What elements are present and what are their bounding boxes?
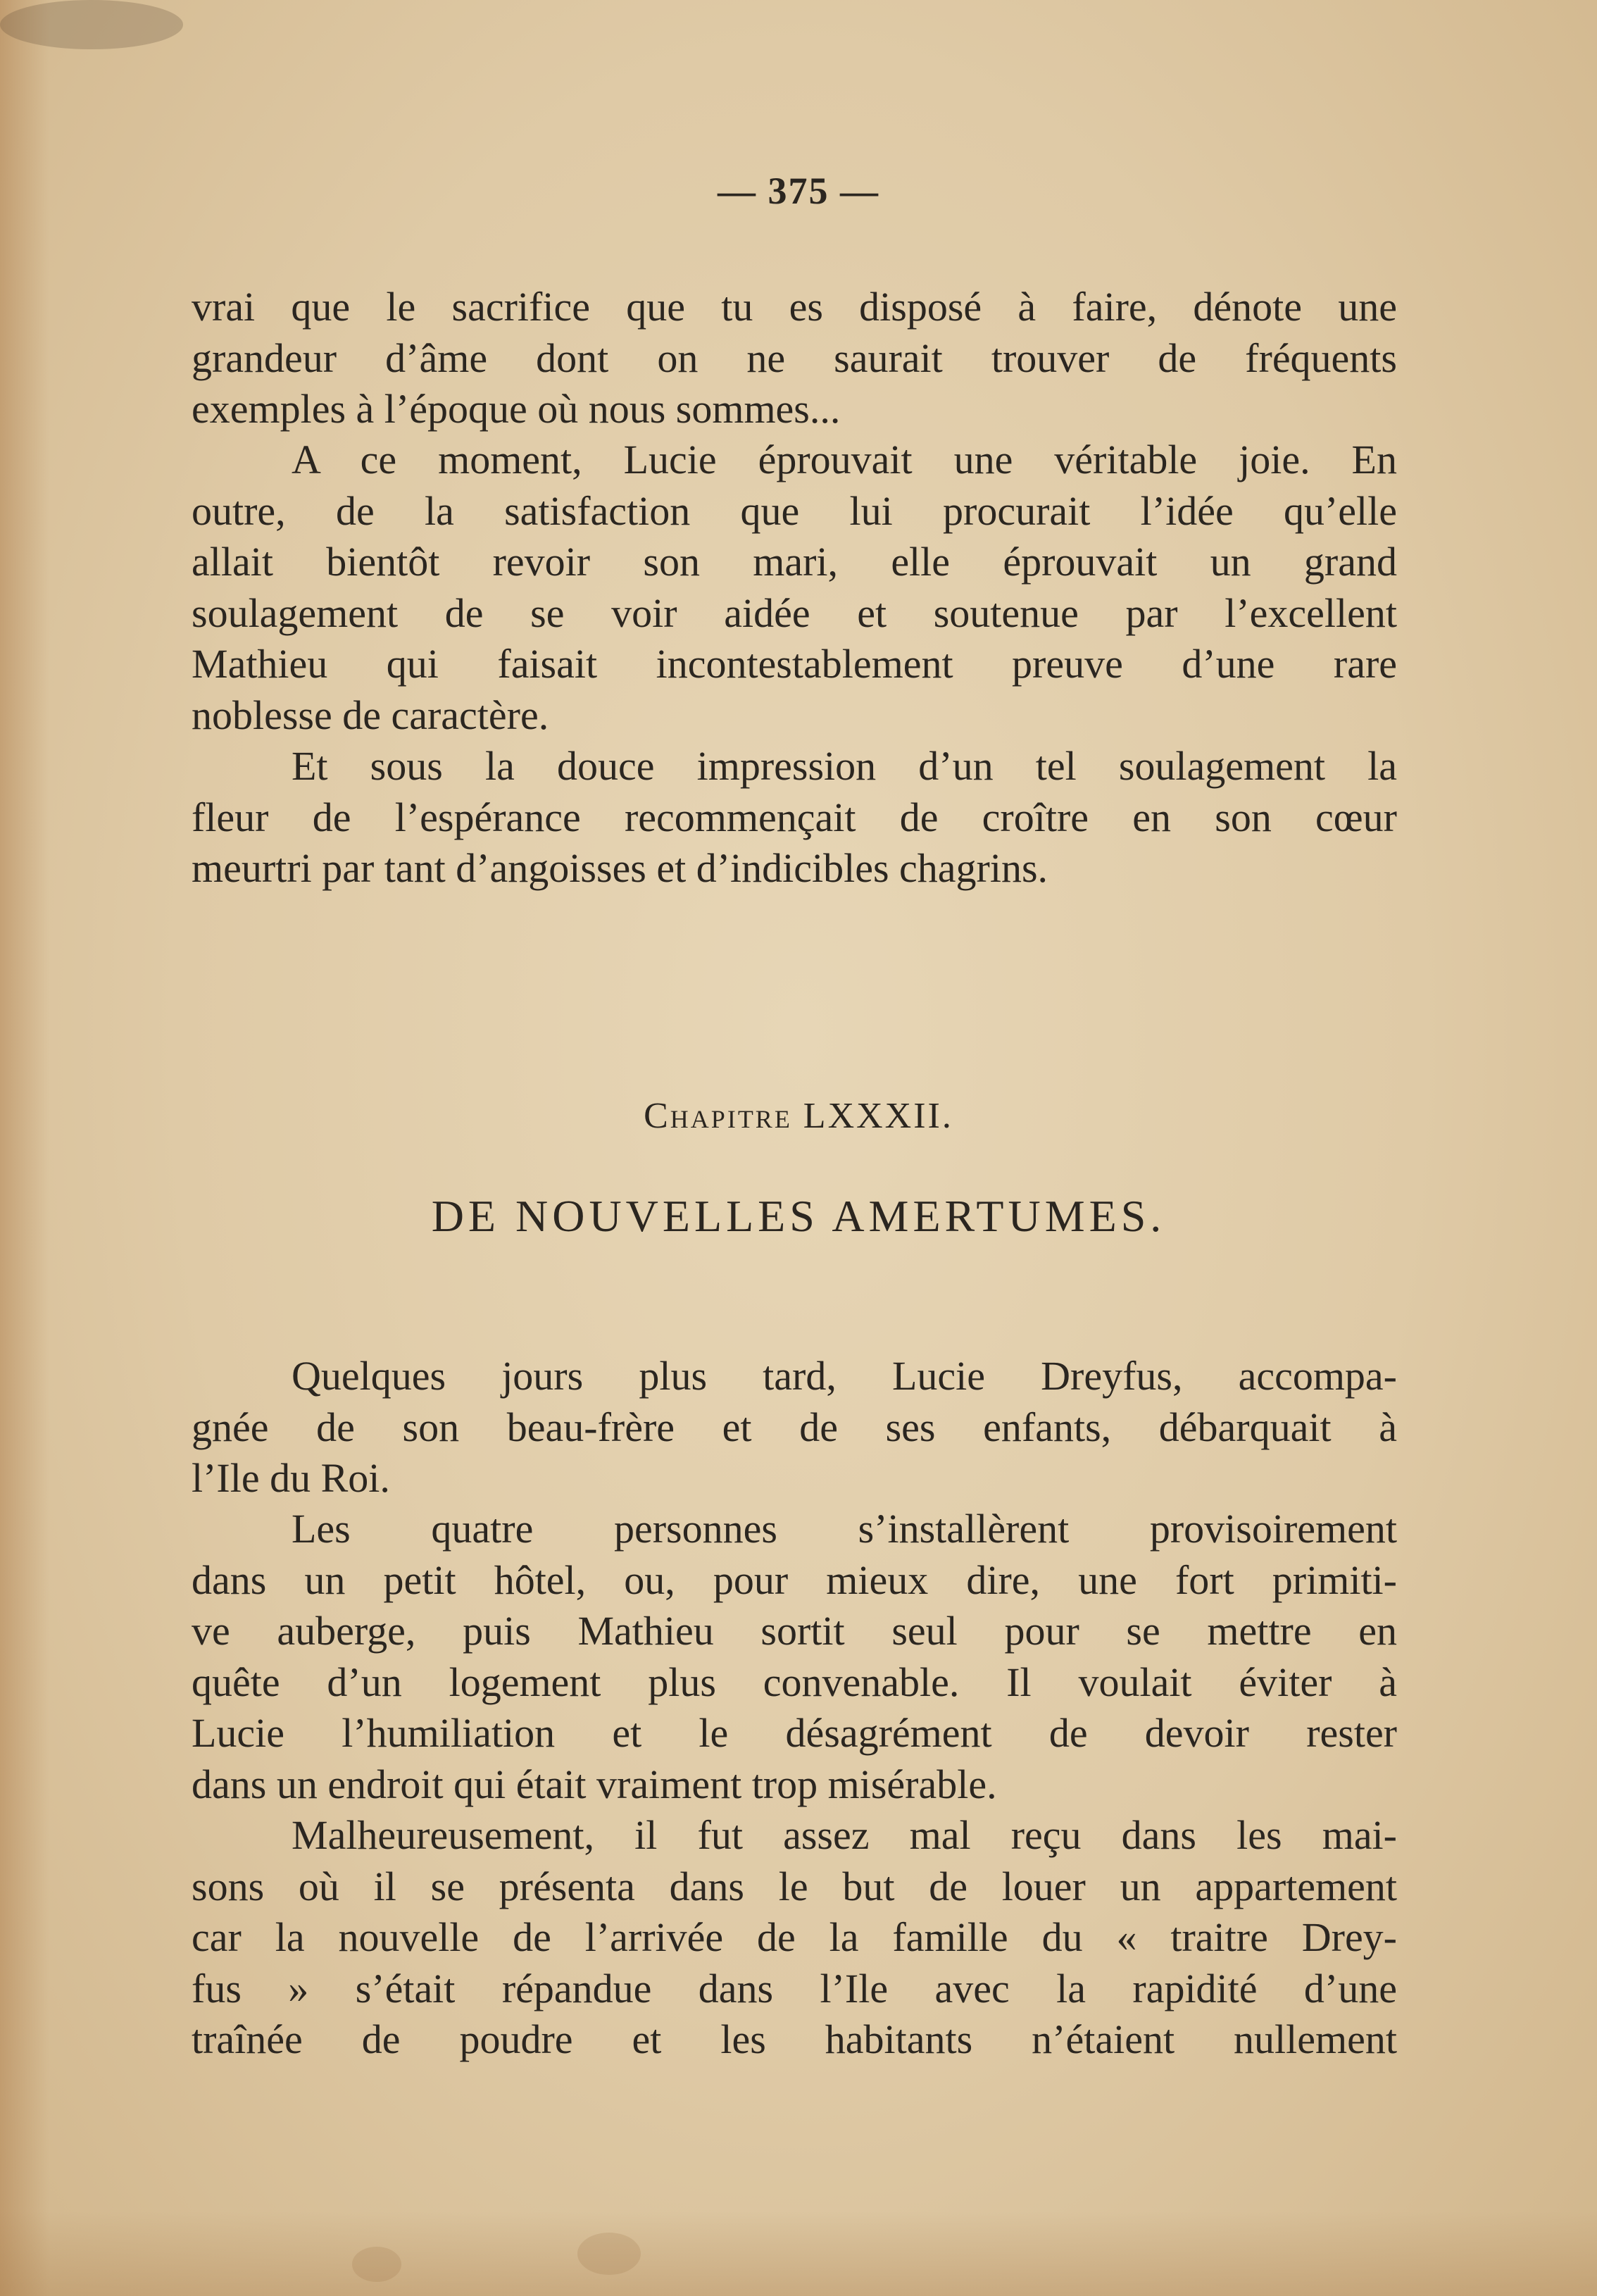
- text-line: noblesse de caractère.: [192, 692, 549, 738]
- page-bottom-shadow: [0, 2211, 1597, 2296]
- paragraph: [192, 1351, 1397, 1504]
- text-line: Et sous la douce impression d’un tel soulagement la: [292, 743, 1397, 789]
- text-line: dans un petit hôtel, ou, pour mieux dire, une fort primiti-: [192, 1556, 1397, 1603]
- text-line: soulagement de se voir aidée et soutenue par l’excellent: [192, 589, 1397, 636]
- text-line: quête d’un logement plus convenable. Il voulait éviter à: [192, 1659, 1397, 1705]
- page-edge-shadow: [0, 0, 49, 2296]
- paper-stain: [352, 2247, 401, 2282]
- text-line: ve auberge, puis Mathieu sortit seul pour se mettre en: [192, 1608, 1397, 1654]
- chapter-title: DE NOUVELLES AMERTUMES.: [431, 1191, 1166, 1241]
- text-line: fleur de l’espérance recommençait de croître en son cœur: [192, 794, 1397, 840]
- text-line: Lucie l’humiliation et le désagrément de devoir rester: [192, 1710, 1397, 1756]
- paper-stain: [577, 2233, 641, 2275]
- text-line: meurtri par tant d’angoisses et d’indicibles chagrins.: [192, 845, 1048, 891]
- paragraph: [192, 435, 1397, 741]
- text-line: exemples à l’époque où nous sommes...: [192, 386, 841, 432]
- text-line: dans un endroit qui était vraiment trop misérable.: [192, 1761, 997, 1807]
- text-line: allait bientôt revoir son mari, elle éprouvait un grand: [192, 539, 1397, 585]
- text-line: grandeur d’âme dont on ne saurait trouver de fréquents: [192, 335, 1397, 381]
- paragraph: [192, 282, 1397, 435]
- text-line: A ce moment, Lucie éprouvait une véritable joie. En: [292, 437, 1397, 482]
- text-line: gnée de son beau-frère et de ses enfants, débarquait à: [192, 1404, 1397, 1450]
- text-line: l’Ile du Roi.: [192, 1455, 390, 1501]
- text-line: Quelques jours plus tard, Lucie Dreyfus, accompa-: [292, 1353, 1397, 1399]
- text-line: Malheureusement, il fut assez mal reçu dans les mai-: [292, 1812, 1397, 1858]
- paragraph: [192, 1504, 1397, 1810]
- text-line: outre, de la satisfaction que lui procurait l’idée qu’elle: [192, 487, 1397, 534]
- paragraph: [192, 741, 1397, 894]
- text-line: Mathieu qui faisait incontestablement preuve d’une rare: [192, 641, 1397, 687]
- text-line: traînée de poudre et les habitants n’étaient nullement: [192, 2016, 1397, 2062]
- page-number: — 375 —: [718, 170, 879, 212]
- text-line: sons où il se présenta dans le but de louer un appartement: [192, 1863, 1397, 1909]
- text-line: Les quatre personnes s’installèrent provisoirement: [292, 1506, 1397, 1552]
- paper-stain: [0, 0, 183, 49]
- text-line: vrai que le sacrifice que tu es disposé à faire, dénote une: [192, 284, 1397, 330]
- paragraph: [192, 1810, 1397, 2066]
- text-line: fus » s’était répandue dans l’Ile avec la rapidité d’une: [192, 1965, 1397, 2011]
- chapter-label: Chapitre LXXXII.: [644, 1096, 953, 1136]
- text-line: car la nouvelle de l’arrivée de la famille du « traitre Drey-: [192, 1914, 1397, 1960]
